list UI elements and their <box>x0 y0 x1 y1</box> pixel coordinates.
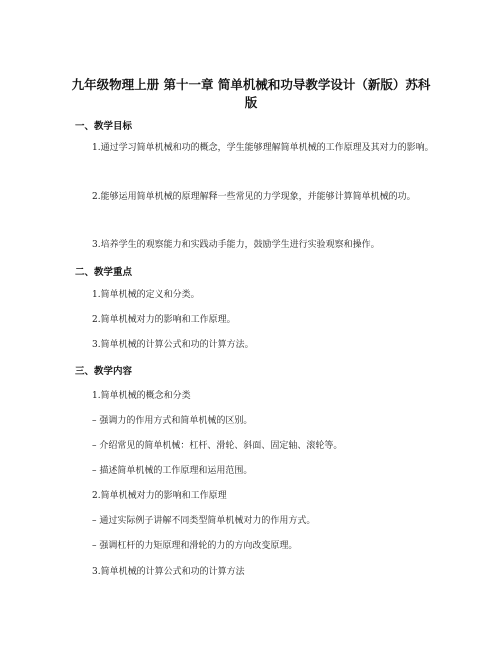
content-subitem-3: – 描述简单机械的工作原理和运用范围。 <box>92 466 253 476</box>
content-item-3: 3.简单机械的计算公式和功的计算方法 <box>92 567 245 577</box>
section-heading-key-points: 二、教学重点 <box>75 267 133 278</box>
section-heading-objectives: 一、教学目标 <box>75 121 133 132</box>
key-point-item-3: 3.简单机械的计算公式和功的计算方法。 <box>92 340 254 350</box>
content-item-2: 2.简单机械对力的影响和工作原理 <box>92 491 227 501</box>
key-point-item-1: 1.简单机械的定义和分类。 <box>92 290 200 300</box>
section-heading-content: 三、教学内容 <box>75 366 133 377</box>
content-item-1: 1.简单机械的概念和分类 <box>92 391 191 401</box>
document-title: 九年级物理上册 第十一章 简单机械和功导教学设计（新版）苏科版 <box>71 77 431 110</box>
key-point-item-2: 2.简单机械对力的影响和工作原理。 <box>92 315 236 325</box>
objective-item-1: 1.通过学习简单机械和功的概念，学生能够理解简单机械的工作原理及其对力的影响。 <box>92 143 434 153</box>
objective-item-3: 3.培养学生的观察能力和实践动手能力，鼓励学生进行实验观察和操作。 <box>92 240 380 250</box>
objective-item-2: 2.能够运用简单机械的原理解释一些常见的力学现象，并能够计算简单机械的功。 <box>92 192 416 202</box>
content-subitem-4: – 通过实际例子讲解不同类型简单机械对力的作用方式。 <box>92 516 316 526</box>
content-subitem-5: – 强调杠杆的力矩原理和滑轮的力的方向改变原理。 <box>92 541 298 551</box>
content-subitem-1: – 强调力的作用方式和简单机械的区别。 <box>92 416 253 426</box>
content-subitem-2: – 介绍常见的简单机械：杠杆、滑轮、斜面、固定轴、滚轮等。 <box>92 441 343 451</box>
